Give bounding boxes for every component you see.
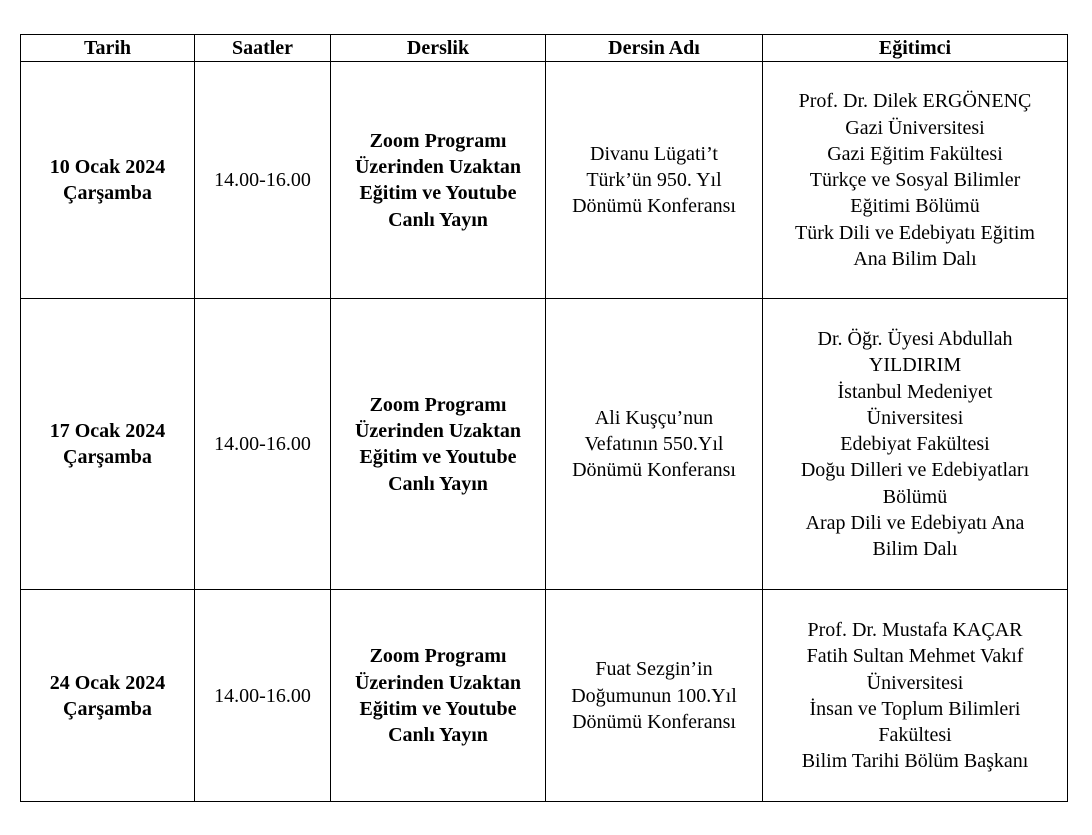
table-row [21, 62, 1068, 299]
header-row [21, 35, 1068, 62]
instructor-line: Prof. Dr. Mustafa KAÇAR [807, 618, 1023, 641]
table-row [21, 299, 1068, 590]
weekday-text: Çarşamba [63, 182, 152, 205]
instructor-line: Dr. Öğr. Üyesi Abdullah [817, 327, 1013, 350]
room-cell [331, 590, 546, 802]
header-course: Dersin Adı [546, 35, 763, 62]
course-line: Dönümü Konferansı [572, 710, 736, 733]
room-line: Üzerinden Uzaktan [354, 671, 522, 694]
instructor-line: Arap Dili ve Edebiyatı Ana [805, 512, 1025, 535]
instructor-line: Doğu Dilleri ve Edebiyatları [800, 459, 1030, 482]
course-line: Ali Kuşçu’nun [594, 406, 714, 429]
instructor-line: Bilim Tarihi Bölüm Başkanı [801, 750, 1029, 773]
room-cell [331, 299, 546, 590]
instructor-line: İnsan ve Toplum Bilimleri [809, 697, 1021, 720]
course-line: Türk’ün 950. Yıl [586, 169, 722, 192]
instructor-cell [763, 62, 1068, 299]
instructor-line: Ana Bilim Dalı [853, 248, 977, 271]
room-line: Eğitim ve Youtube [359, 446, 517, 469]
instructor-line: Fatih Sultan Mehmet Vakıf [806, 645, 1024, 668]
weekday-text: Çarşamba [63, 446, 152, 469]
date-text: 17 Ocak 2024 [49, 420, 166, 442]
instructor-line: Üniversitesi [866, 671, 964, 694]
room-line: Zoom Programı [369, 393, 507, 416]
room-line: Zoom Programı [369, 645, 507, 668]
table-row [21, 590, 1068, 802]
room-line: Üzerinden Uzaktan [354, 420, 522, 442]
hours-cell: 14.00-16.00 [195, 590, 331, 802]
date-text: 10 Ocak 2024 [49, 156, 166, 178]
instructor-line: Edebiyat Fakültesi [840, 433, 990, 456]
room-line: Eğitim ve Youtube [359, 182, 517, 205]
course-line: Dönümü Konferansı [572, 459, 736, 482]
course-cell [546, 299, 763, 590]
course-line: Vefatının 550.Yıl [584, 433, 724, 456]
hours-cell: 14.00-16.00 [195, 299, 331, 590]
schedule-table [20, 34, 1068, 802]
header-instructor: Eğitimci [763, 35, 1068, 62]
room-line: Canlı Yayın [388, 472, 488, 495]
course-cell [546, 590, 763, 802]
room-line: Üzerinden Uzaktan [354, 156, 522, 178]
instructor-line: Prof. Dr. Dilek ERGÖNENÇ [798, 90, 1032, 113]
room-line: Eğitim ve Youtube [359, 697, 517, 720]
course-line: Dönümü Konferansı [572, 195, 736, 218]
instructor-line: Gazi Eğitim Fakültesi [827, 142, 1003, 165]
date-cell [21, 299, 195, 590]
header-hours: Saatler [195, 35, 331, 62]
date-cell [21, 590, 195, 802]
course-line: Divanu Lügati’t [590, 142, 718, 165]
instructor-cell [763, 299, 1068, 590]
header-date: Tarih [21, 35, 195, 62]
instructor-line: Fakültesi [878, 724, 952, 747]
room-line: Canlı Yayın [388, 208, 488, 231]
instructor-line: İstanbul Medeniyet [837, 380, 993, 403]
weekday-text: Çarşamba [63, 697, 152, 720]
room-cell [331, 62, 546, 299]
instructor-line: Bölümü [882, 485, 948, 508]
room-line: Canlı Yayın [388, 724, 488, 747]
course-line: Doğumunun 100.Yıl [571, 684, 737, 707]
instructor-line: Eğitimi Bölümü [850, 195, 980, 218]
instructor-line: Bilim Dalı [872, 538, 958, 561]
instructor-line: YILDIRIM [868, 354, 962, 377]
instructor-cell [763, 590, 1068, 802]
instructor-line: Üniversitesi [866, 406, 964, 429]
instructor-line: Gazi Üniversitesi [845, 116, 985, 139]
room-line: Zoom Programı [369, 129, 507, 152]
instructor-line: Türkçe ve Sosyal Bilimler [809, 169, 1021, 192]
date-cell [21, 62, 195, 299]
course-cell [546, 62, 763, 299]
hours-cell: 14.00-16.00 [195, 62, 331, 299]
date-text: 24 Ocak 2024 [49, 671, 166, 694]
course-line: Fuat Sezgin’in [595, 658, 713, 681]
instructor-line: Türk Dili ve Edebiyatı Eğitim [795, 221, 1035, 244]
header-room: Derslik [331, 35, 546, 62]
